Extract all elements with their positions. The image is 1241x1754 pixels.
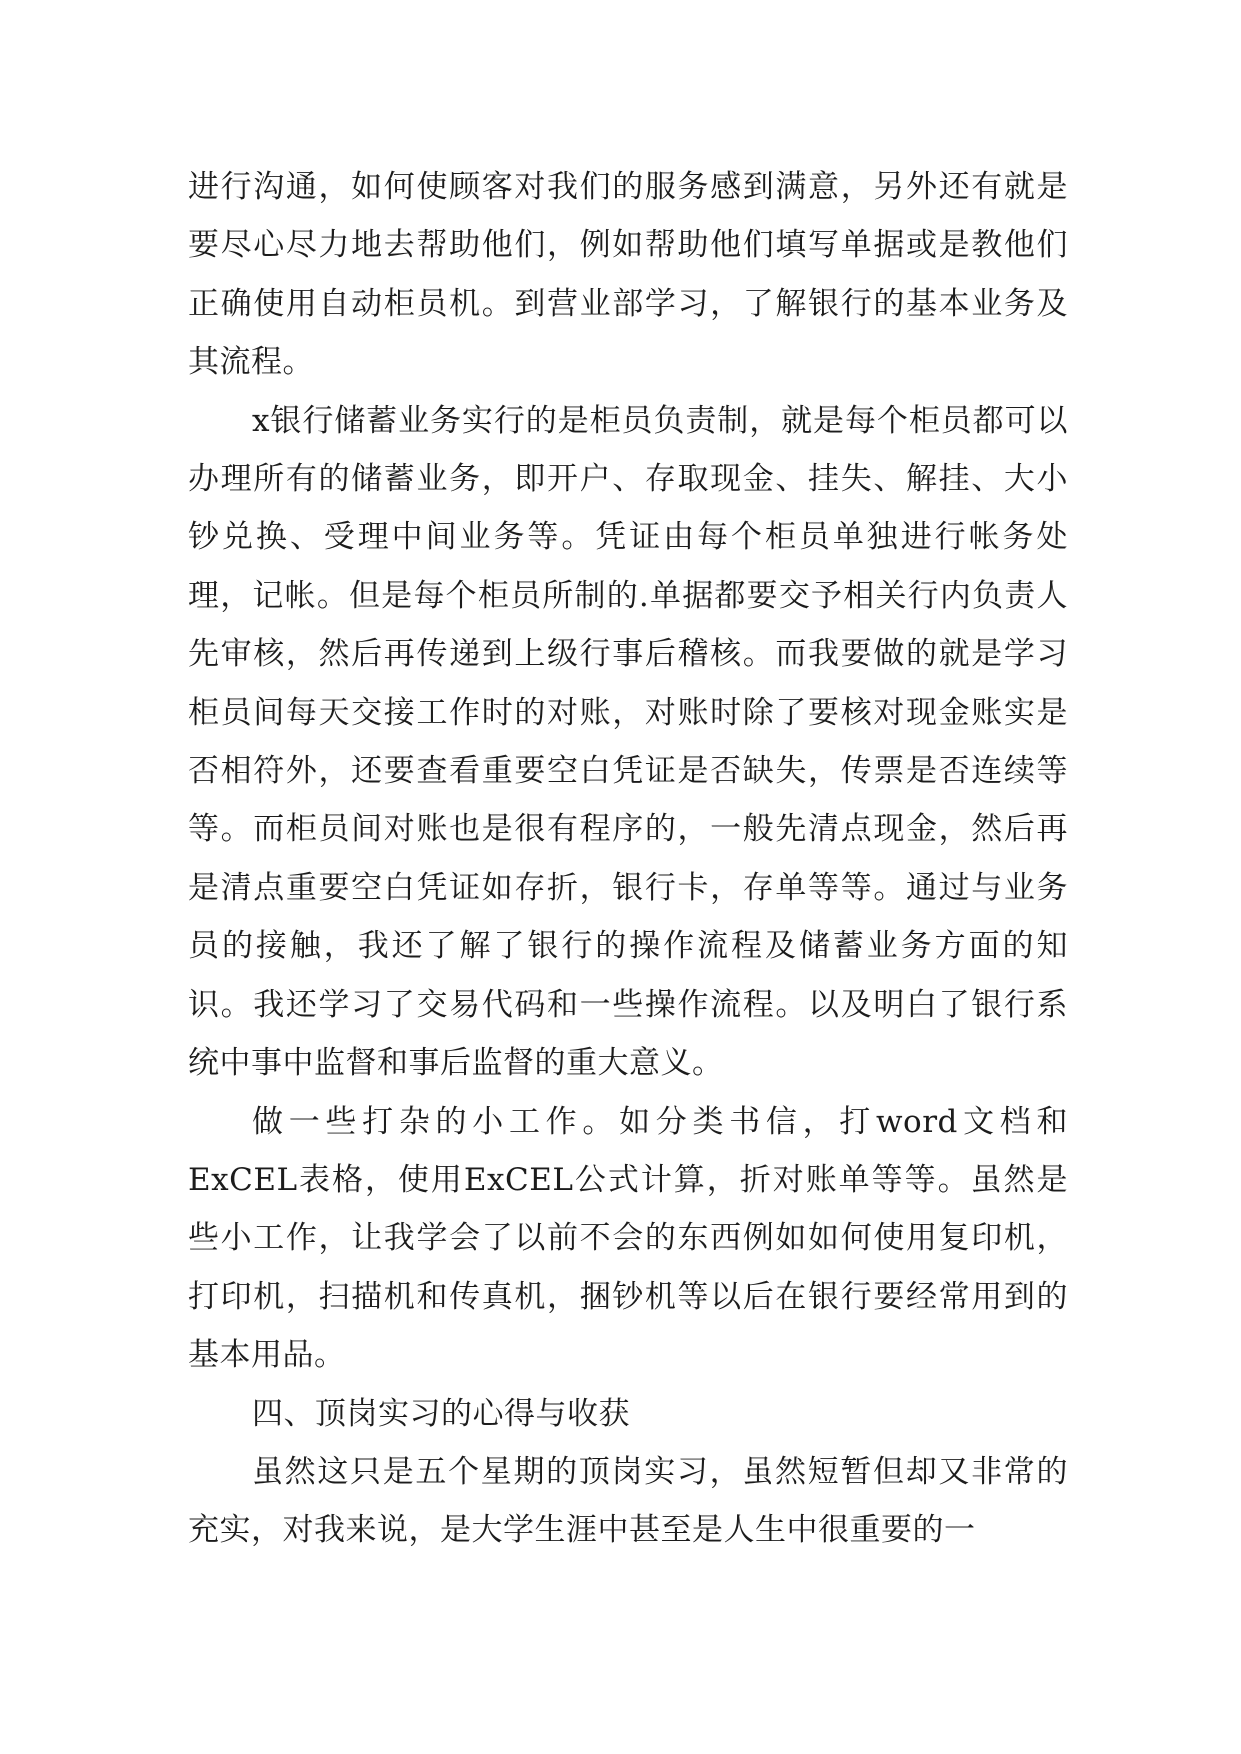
paragraph-office-tasks: 做一些打杂的小工作。如分类书信，打word文档和ExCEL表格，使用ExCEL公式计算，折对账单等等。虽然是些小工作，让我学会了以前不会的东西例如如何使用复印机，打印机，扫描机和传真机，捆钞机等以后在银行要经常用到的基本用品。	[188, 1103, 1068, 1374]
section-heading-experience: 四、顶岗实习的心得与收获	[252, 1395, 630, 1432]
paragraph-continuation: 进行沟通，如何使顾客对我们的服务感到满意，另外还有就是要尽心尽力地去帮助他们，例如帮助他们填写单据或是教他们正确使用自动柜员机。到营业部学习，了解银行的基本业务及其流程。	[188, 169, 1068, 381]
body-text	[188, 158, 1068, 1560]
paragraph-teller-system: x银行储蓄业务实行的是柜员负责制，就是每个柜员都可以办理所有的储蓄业务，即开户、存取现金、挂失、解挂、大小钞兑换、受理中间业务等。凭证由每个柜员单独进行帐务处理，记帐。但是每个柜员所制的.单据都要交予相关行内负责人先审核，然后再传递到上级行事后稽核。而我要做的就是学习柜员间每天交接工作时的对账，对账时除了要核对现金账实是否相符外，还要查看重要空白凭证是否缺失，传票是否连续等等。而柜员间对账也是很有程序的，一般先清点现金，然后再是清点重要空白凭证如存折，银行卡，存单等等。通过与业务员的接触，我还了解了银行的操作流程及储蓄业务方面的知识。我还学习了交易代码和一些操作流程。以及明白了银行系统中事中监督和事后监督的重大意义。	[188, 402, 1068, 1082]
paragraph-reflection: 虽然这只是五个星期的顶岗实习，虽然短暂但却又非常的充实，对我来说，是大学生涯中甚至是人生中很重要的一	[188, 1453, 1068, 1549]
